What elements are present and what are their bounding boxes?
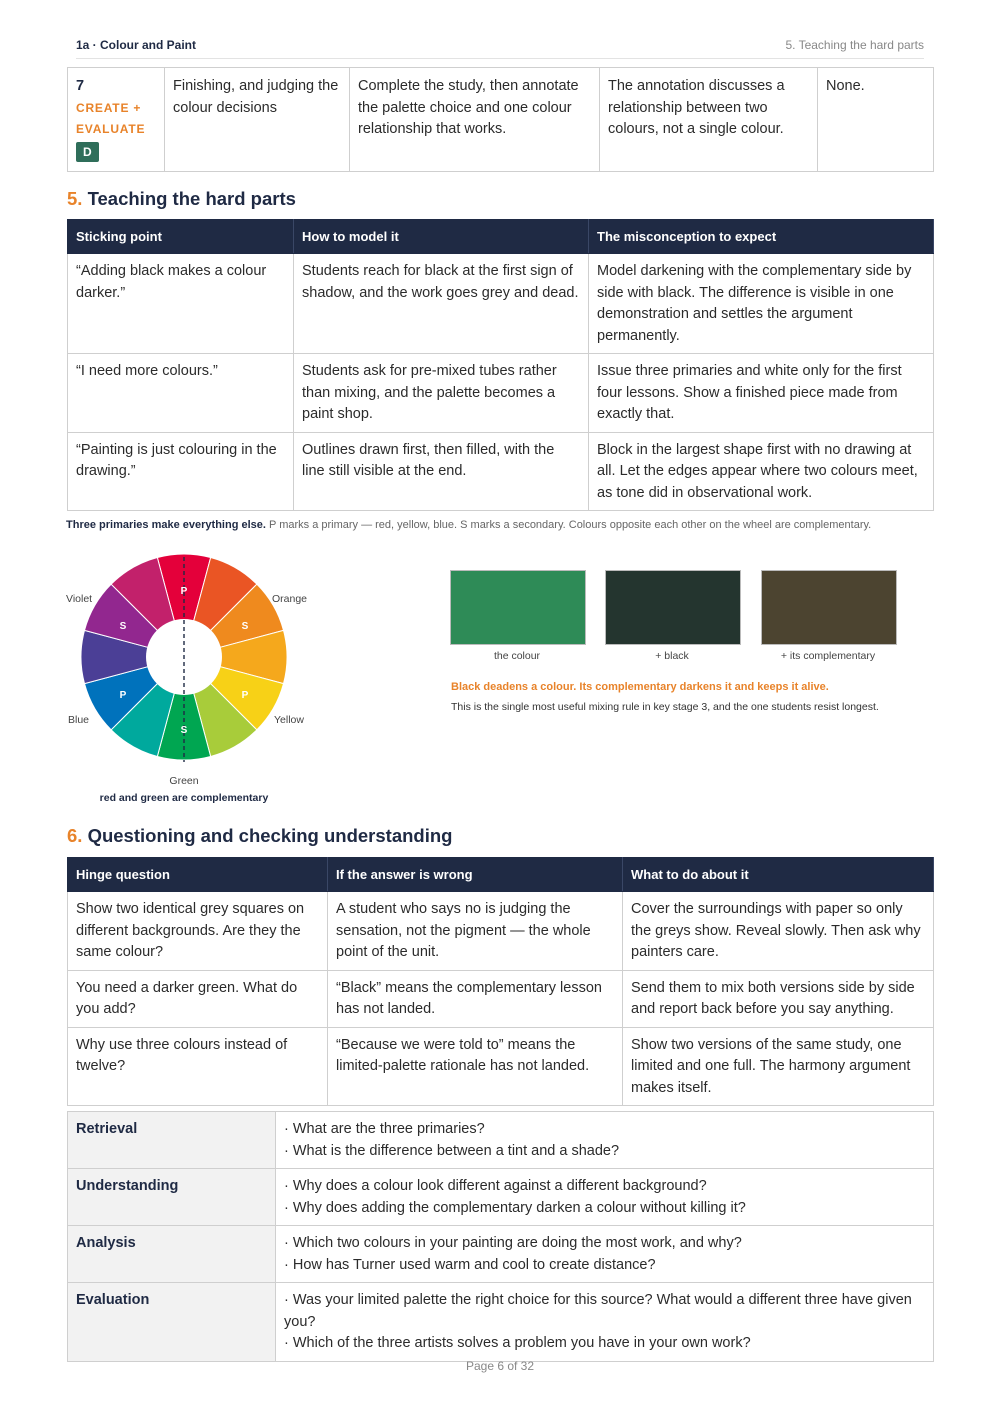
questioning-table — [67, 857, 934, 1106]
table-cell: Show two identical grey squares on different backgrounds. Are they the same colour? — [68, 892, 328, 971]
primary-mark-red: P — [180, 586, 188, 597]
table-cell: Why use three colours instead of twelve? — [68, 1027, 328, 1106]
table-cell: “I need more colours.” — [68, 354, 294, 433]
section-title: Questioning and checking understanding — [87, 825, 453, 846]
secondary-mark-green: S — [180, 725, 188, 736]
primary-mark-blue: P — [119, 690, 127, 701]
section-6-heading — [67, 825, 452, 847]
section-title: Teaching the hard parts — [87, 188, 296, 209]
table-cell: The annotation discusses a relationship between two colours, not a single colour. — [600, 68, 818, 172]
table-cell: Outlines drawn first, then filled, with the line still visible at the end. — [294, 432, 589, 511]
header-unit-title: 1a · Colour and Paint — [76, 38, 197, 52]
level-questions — [276, 1226, 934, 1283]
table-cell: Show two versions of the same study, one limited and one full. The harmony argument makes itself. — [623, 1027, 934, 1106]
section-number: 5. — [67, 188, 83, 209]
level-label: Analysis — [68, 1226, 276, 1283]
wheel-label-green: Green — [169, 775, 199, 787]
table-row — [68, 1169, 934, 1226]
table-cell: “Adding black makes a colour darker.” — [68, 254, 294, 354]
question-line: · Was your limited palette the right choice for this source? What would a different three have given you? — [284, 1292, 912, 1330]
table-cell: “Painting is just colouring in the drawing.” — [68, 432, 294, 511]
level-label: Retrieval — [68, 1112, 276, 1169]
secondary-mark-orange: S — [241, 621, 249, 632]
stage-cell — [68, 68, 165, 172]
table-cell: Issue three primaries and white only for the first four lessons. Show a finished piece made from exactly that. — [589, 354, 934, 433]
swatch-label: the colour — [493, 650, 541, 662]
table-row — [68, 970, 934, 1027]
table-cell: None. — [818, 68, 934, 172]
swatch-the-colour — [450, 570, 586, 645]
table-row — [68, 68, 934, 172]
level-label: Evaluation — [68, 1283, 276, 1362]
stage-tag-create: CREATE + — [76, 100, 142, 115]
secondary-mark-violet: S — [119, 621, 127, 632]
table-cell: “Black” means the complementary lesson has not landed. — [328, 970, 623, 1027]
level-label: Understanding — [68, 1169, 276, 1226]
table-cell: Cover the surroundings with paper so only the greys show. Reveal slowly. Then ask why painters care. — [623, 892, 934, 971]
table-cell: Block in the largest shape first with no drawing at all. Let the edges appear where two colours meet, as tone did in observational work. — [589, 432, 934, 511]
wheel-label-orange: Orange — [272, 593, 308, 605]
question-line: · What is the difference between a tint and a shade? — [284, 1142, 620, 1159]
stage-tag-evaluate: EVALUATE — [76, 121, 146, 136]
table-row — [68, 1027, 934, 1106]
stage-badge: D — [76, 142, 99, 162]
question-line: · What are the three primaries? — [284, 1121, 485, 1137]
table-cell: Complete the study, then annotate the palette choice and one colour relationship that works. — [350, 68, 600, 172]
section-number: 6. — [67, 825, 83, 846]
primary-mark-yellow: P — [241, 690, 249, 701]
mixing-rule-title: Black deadens a colour. Its complementary darkens it and keeps it alive. — [451, 681, 829, 693]
table-cell: You need a darker green. What do you add? — [68, 970, 328, 1027]
table-header-row — [68, 858, 934, 892]
question-line: · Why does adding the complementary darken a colour without killing it? — [284, 1199, 746, 1216]
wheel-label-violet: Violet — [66, 593, 93, 605]
swatch-label: + black — [655, 650, 689, 662]
question-line: · How has Turner used warm and cool to create distance? — [284, 1256, 656, 1273]
swatch-label: + its complementary — [780, 650, 876, 662]
level-questions — [276, 1283, 934, 1362]
column-header: What to do about it — [623, 858, 934, 892]
page-number: Page 6 of 32 — [465, 1359, 535, 1373]
mixing-rule-text: This is the single most useful mixing rule in key stage 3, and the one students resist longest. — [451, 701, 879, 713]
colour-wheel — [50, 545, 340, 810]
column-header: The misconception to expect — [589, 220, 934, 254]
stage-number: 7 — [76, 78, 85, 94]
level-questions — [276, 1112, 934, 1169]
question-line: · Which of the three artists solves a problem you have in your own work? — [284, 1335, 751, 1351]
table-cell: “Because we were told to” means the limited-palette rationale has not landed. — [328, 1027, 623, 1106]
wheel-caption: red and green are complementary — [99, 792, 269, 804]
level-questions — [276, 1169, 934, 1226]
table-row — [68, 1283, 934, 1362]
figure-caption — [66, 519, 871, 531]
table-cell: Send them to mix both versions side by side and report back before you say anything. — [623, 970, 934, 1027]
table-row — [68, 354, 934, 433]
table-cell: Model darkening with the complementary side by side with black. The difference is visible in one demonstration and settles the argument permanently. — [589, 254, 934, 354]
figure-caption-rest: P marks a primary — red, yellow, blue. S marks a secondary. Colours opposite each other on the wheel are complementary. — [265, 519, 872, 531]
question-line: · Which two colours in your painting are doing the most work, and why? — [284, 1235, 742, 1251]
question-levels-table — [67, 1111, 934, 1362]
swatch-plus-black — [605, 570, 741, 645]
column-header: How to model it — [294, 220, 589, 254]
table-header-row — [68, 220, 934, 254]
column-header: If the answer is wrong — [328, 858, 623, 892]
table-cell: A student who says no is judging the sensation, not the pigment — the whole point of the unit. — [328, 892, 623, 971]
table-row — [68, 892, 934, 971]
table-row — [68, 254, 934, 354]
page-header — [76, 38, 924, 59]
table-cell: Students ask for pre-mixed tubes rather than mixing, and the palette becomes a paint shop. — [294, 354, 589, 433]
table-row — [68, 1226, 934, 1283]
hard-parts-table — [67, 219, 934, 511]
header-section-title: 5. Teaching the hard parts — [785, 38, 924, 52]
swatch-plus-complementary — [761, 570, 897, 645]
figure-caption-bold: Three primaries make everything else. — [66, 519, 266, 531]
section-5-heading — [67, 188, 296, 210]
question-line: · Why does a colour look different against a different background? — [284, 1178, 707, 1194]
wheel-label-yellow: Yellow — [274, 714, 304, 726]
stage-table-continued — [67, 67, 934, 172]
column-header: Hinge question — [68, 858, 328, 892]
table-row — [68, 1112, 934, 1169]
column-header: Sticking point — [68, 220, 294, 254]
table-row — [68, 432, 934, 511]
table-cell: Finishing, and judging the colour decisions — [165, 68, 350, 172]
table-cell: Students reach for black at the first sign of shadow, and the work goes grey and dead. — [294, 254, 589, 354]
wheel-label-blue: Blue — [68, 714, 90, 726]
